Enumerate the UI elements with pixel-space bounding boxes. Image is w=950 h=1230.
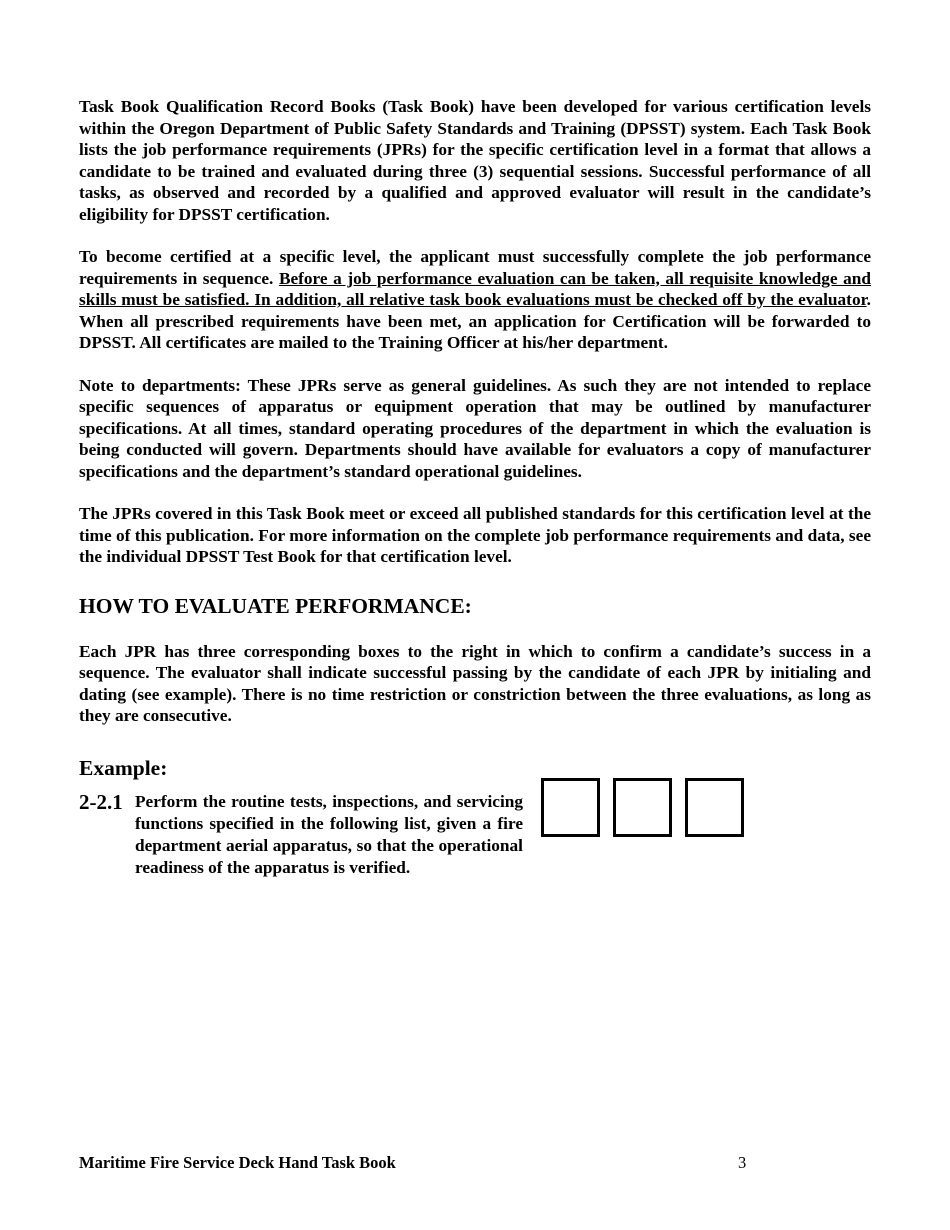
evaluation-box-1[interactable] (541, 778, 600, 837)
evaluate-paragraph: Each JPR has three corresponding boxes to the right in which to confirm a candidate’s success in a sequence. The evaluator shall indicate successful passing by the candidate of each JPR by initialing and dating (see example). There is no time restriction or constriction between the three evaluations, as long as they are consecutive. (79, 641, 871, 725)
intro-paragraph-2-part1: To become certified at a specific level, the applicant must successfully complete the job performance requirements in sequence. (79, 247, 871, 288)
intro-paragraph-2-underlined: Before a job performance evaluation can be taken, all requisite knowledge and skills must be satisfied. In addition, all relative task book evaluations must be checked off by the evaluator (79, 268, 871, 309)
footer-title: Maritime Fire Service Deck Hand Task Book (79, 1153, 396, 1172)
evaluation-box-3[interactable] (685, 778, 744, 837)
evaluate-heading: HOW TO EVALUATE PERFORMANCE: (79, 593, 472, 618)
intro-paragraph-3: Note to departments: These JPRs serve as general guidelines. As such they are not intended to replace specific sequences of apparatus or equipment operation that may be outlined by manufacturer specifications. At all times, standard operating procedures of the department in which the evaluation is being conducted will govern. Departments should have available for evaluators a copy of manufacturer specifications and the department’s standard operational guidelines. (79, 375, 871, 481)
page-content (79, 96, 871, 921)
page-number: 3 (738, 1153, 747, 1172)
example-jpr-row (79, 791, 871, 921)
intro-paragraph-1: Task Book Qualification Record Books (Task Book) have been developed for various certification levels within the Oregon Department of Public Safety Standards and Training (DPSST) system. Each Task Book lists the job performance requirements (JPRs) for the specific certification level in a format that allows a candidate to be trained and evaluated during three (3) sequential sessions. Successful performance of all tasks, as observed and recorded by a qualified and approved evaluator will result in the candidate’s eligibility for DPSST certification. (79, 97, 871, 224)
intro-paragraph-2-part2: . When all prescribed requirements have been met, an application for Certification will be forwarded to DPSST. All certificates are mailed to the Training Officer at his/her department. (79, 290, 871, 352)
example-heading: Example: (79, 755, 168, 780)
evaluation-box-2[interactable] (613, 778, 672, 837)
intro-paragraph-4: The JPRs covered in this Task Book meet or exceed all published standards for this certification level at the time of this publication. For more information on the complete job performance requirements and data, see the individual DPSST Test Book for that certification level. (79, 504, 871, 566)
example-jpr-text: Perform the routine tests, inspections, and servicing functions specified in the following list, given a fire department aerial apparatus, so that the operational readiness of the apparatus is verified. (135, 791, 523, 878)
example-jpr-number: 2-2.1 (79, 789, 123, 814)
intro-paragraph-2 (79, 246, 871, 354)
evaluation-boxes (541, 778, 757, 834)
